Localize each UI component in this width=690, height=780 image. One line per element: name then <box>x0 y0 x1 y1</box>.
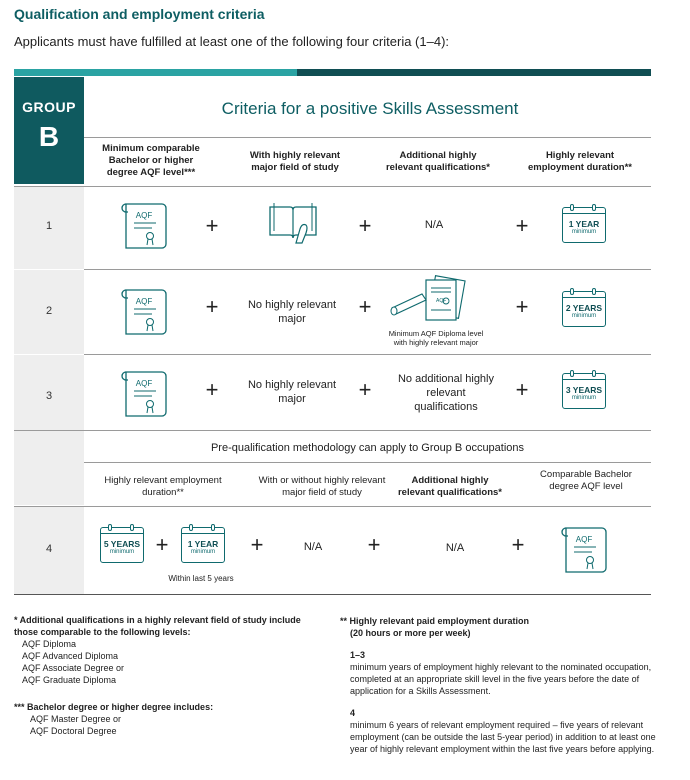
row-number: 1 <box>45 220 53 232</box>
footnote-heading: *** Bachelor degree or higher degree includes: <box>14 702 214 712</box>
page-title: Qualification and employment criteria <box>14 6 265 22</box>
footnote-subheading: (20 hours or more per week) <box>350 628 471 638</box>
plus-sign: + <box>205 294 219 319</box>
calendar-caption: Within last 5 years <box>168 574 234 583</box>
col-header-employment: Highly relevant employment duration** <box>104 475 222 498</box>
aqf-certificate-icon <box>560 522 612 576</box>
calendar-minimum: minimum <box>109 549 135 555</box>
footnote-heading: ** Highly relevant paid employment duration <box>340 616 530 626</box>
cell-text: N/A <box>424 219 444 231</box>
calendar-minimum: minimum <box>571 395 597 401</box>
col-header-employment: Highly relevant employment duration** <box>528 150 632 173</box>
svg-text:AQF: AQF <box>436 298 447 304</box>
aqf-certificate-icon <box>120 284 172 338</box>
divider <box>84 462 651 463</box>
footnote-item: AQF Master Degree or <box>30 714 122 724</box>
plus-sign: + <box>515 294 529 319</box>
svg-text:AQF: AQF <box>135 379 153 388</box>
cell-text: No highly relevant major <box>247 299 337 325</box>
footnote-additional <box>14 614 304 686</box>
accent-bar-light <box>14 69 297 76</box>
svg-text:AQF: AQF <box>135 211 153 220</box>
divider <box>84 137 651 138</box>
divider <box>14 594 651 595</box>
calendar-duration: 1 YEAR <box>568 219 600 229</box>
footnote-item: AQF Diploma <box>22 639 77 649</box>
footnote-employment <box>340 615 660 755</box>
calendar-duration: 2 YEARS <box>565 303 603 313</box>
calendar-minimum: minimum <box>190 549 216 555</box>
footnote-range: 1–3 <box>350 650 366 660</box>
footnote-list <box>14 638 304 686</box>
plus-sign: + <box>250 532 264 557</box>
plus-sign: + <box>205 213 219 238</box>
calendar-icon <box>181 527 225 563</box>
diploma-caption: Minimum AQF Diploma level with highly relevant major <box>388 329 484 347</box>
cell-text: N/A <box>303 541 323 553</box>
col-header-additional: Additional highly relevant qualifications* <box>385 150 490 173</box>
plus-sign: + <box>155 532 169 557</box>
aqf-certificate-icon <box>120 366 172 420</box>
col-header-degree: Minimum comparable Bachelor or higher degree AQF level*** <box>102 143 200 178</box>
open-book-icon <box>266 201 320 245</box>
divider <box>14 430 651 431</box>
calendar-icon <box>562 373 606 409</box>
col-header-additional: Additional highly relevant qualifications* <box>397 475 502 498</box>
footnote-item: AQF Graduate Diploma <box>22 675 117 685</box>
calendar-minimum: minimum <box>571 313 597 319</box>
footnote-heading: * Additional qualifications in a highly relevant field of study include those comparable to the following levels: <box>14 615 301 637</box>
plus-sign: + <box>515 377 529 402</box>
calendar-icon <box>562 207 606 243</box>
cell-text: No highly relevant major <box>247 379 337 405</box>
plus-sign: + <box>367 532 381 557</box>
col-header-major: With highly relevant major field of study <box>249 150 341 173</box>
intro-text: Applicants must have fulfilled at least one of the following four criteria (1–4): <box>14 34 450 49</box>
aqf-certificate-icon <box>120 198 172 252</box>
plus-sign: + <box>358 377 372 402</box>
svg-text:AQF: AQF <box>135 297 153 306</box>
divider <box>14 186 651 187</box>
col-header-major: With or without highly relevant major field of study <box>258 475 386 498</box>
plus-sign: + <box>358 294 372 319</box>
calendar-duration: 3 YEARS <box>565 385 603 395</box>
calendar-icon <box>100 527 144 563</box>
diploma-scroll-icon <box>388 274 478 326</box>
plus-sign: + <box>511 532 525 557</box>
accent-bar-dark <box>297 69 651 76</box>
divider <box>84 269 651 270</box>
footnote-item: AQF Associate Degree or <box>22 663 125 673</box>
plus-sign: + <box>358 213 372 238</box>
calendar-duration: 5 YEARS <box>103 539 141 549</box>
footnote-range-text: minimum 6 years of relevant employment required – five years of relevant employment (can be outside the last 5-year period) in addition to at least one year of highly relevant employment within the last five years before applying. <box>350 720 656 754</box>
row-bg <box>14 431 84 505</box>
footnote-list <box>14 713 304 737</box>
plus-sign: + <box>205 377 219 402</box>
group-label: GROUP <box>22 99 76 115</box>
row-number: 4 <box>45 543 53 555</box>
row-number: 2 <box>45 305 53 317</box>
row-number: 3 <box>45 390 53 402</box>
cell-text: N/A <box>445 542 465 554</box>
col-header-degree: Comparable Bachelor degree AQF level <box>540 469 632 492</box>
footnote-item: AQF Advanced Diploma <box>22 651 119 661</box>
footnote-degree <box>14 701 304 737</box>
calendar-duration: 1 YEAR <box>187 539 219 549</box>
plus-sign: + <box>515 213 529 238</box>
footnote-item: AQF Doctoral Degree <box>30 726 117 736</box>
divider <box>84 354 651 355</box>
calendar-icon <box>562 291 606 327</box>
svg-text:AQF: AQF <box>575 535 593 544</box>
calendar-minimum: minimum <box>571 229 597 235</box>
prequal-text: Pre-qualification methodology can apply to Group B occupations <box>210 442 525 454</box>
footnote-range-text: minimum years of employment highly relevant to the nominated occupation, completed at an appropriate skill level in the five years before the date of application for a Skills Assessment. <box>350 662 652 696</box>
footnote-range: 4 <box>350 708 356 718</box>
divider <box>14 506 651 507</box>
group-letter: B <box>38 121 60 152</box>
group-badge <box>14 77 84 184</box>
cell-text: No additional highly relevant qualifications <box>397 373 494 413</box>
criteria-title: Criteria for a positive Skills Assessment <box>221 99 519 118</box>
